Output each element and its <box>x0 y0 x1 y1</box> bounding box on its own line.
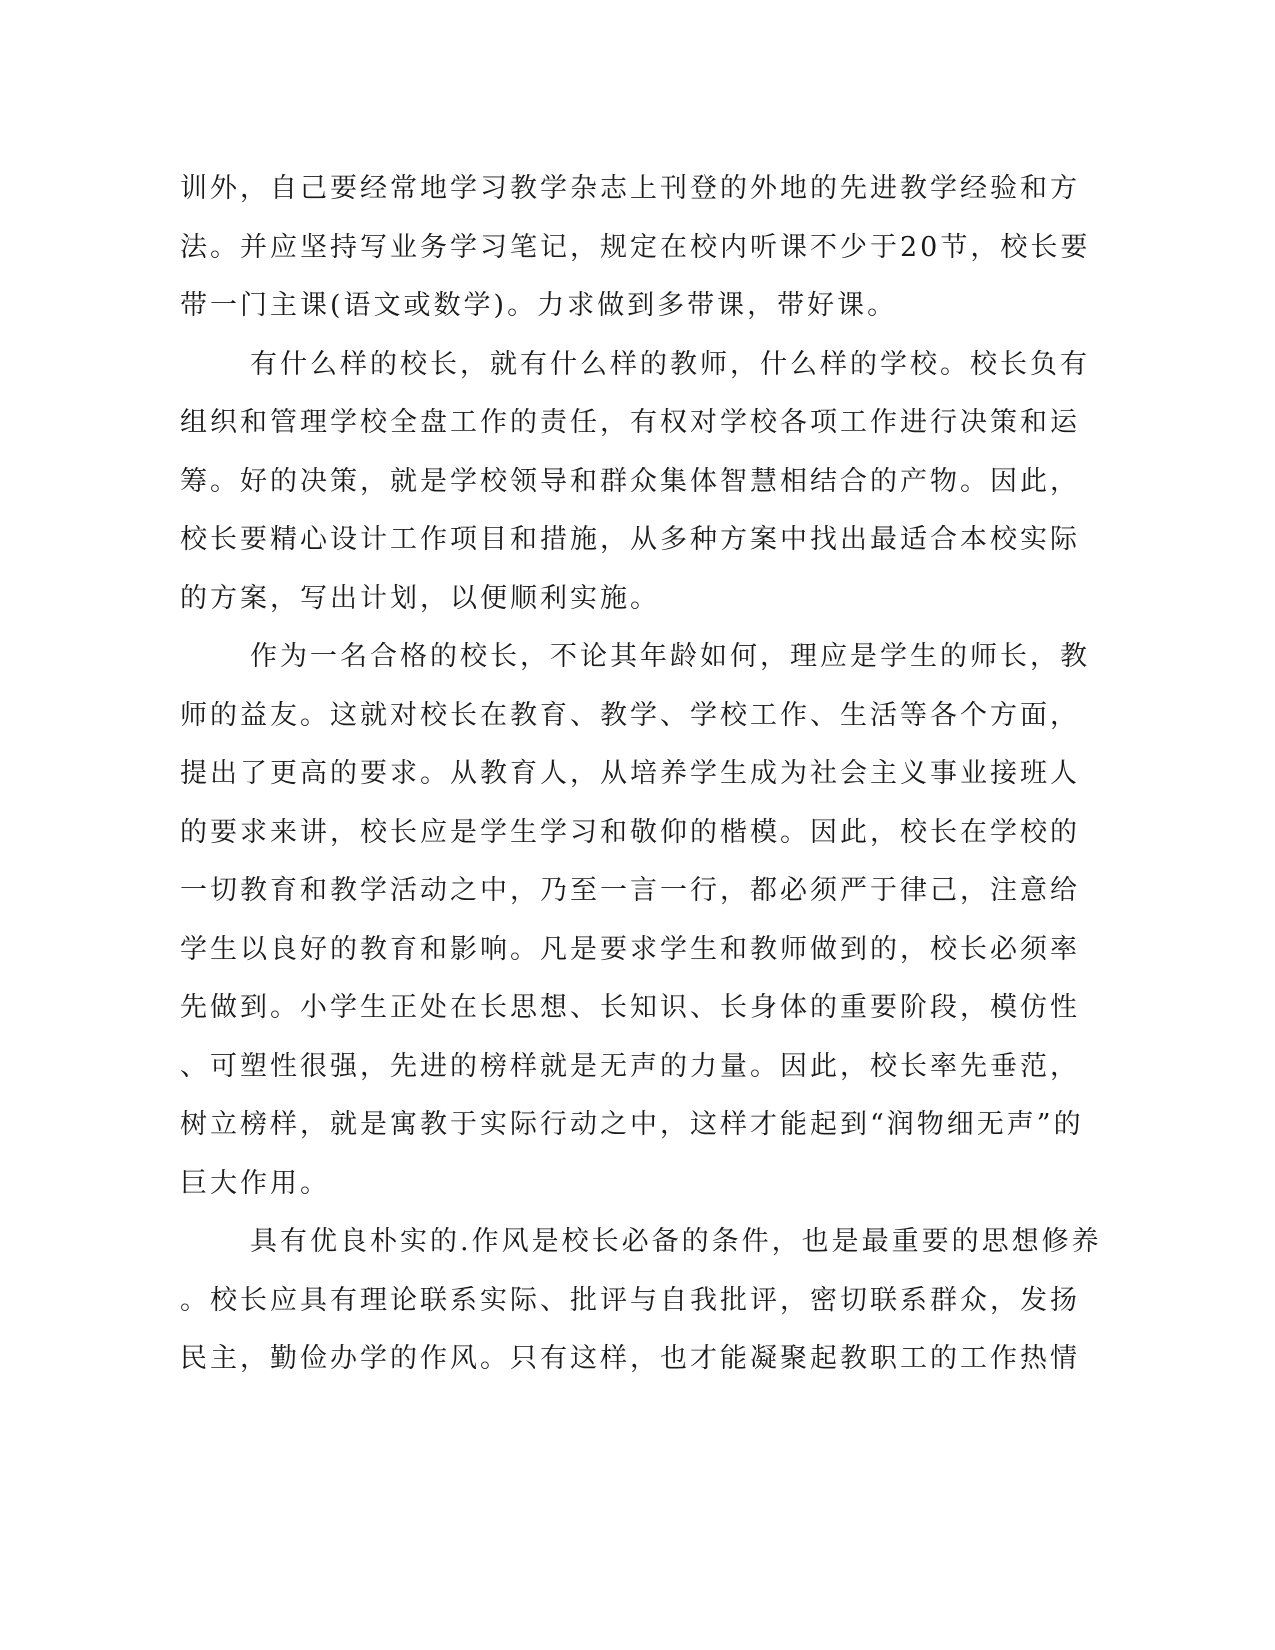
text-line: 学生以良好的教育和影响。凡是要求学生和教师做到的，校长必须率 <box>180 933 1080 965</box>
text-line: 提出了更高的要求。从教育人，从培养学生成为社会主义事业接班人 <box>180 758 1080 789</box>
text-line: 。校长应具有理论联系实际、批评与自我批评，密切联系群众，发扬 <box>180 1284 1080 1316</box>
text-line: 带一门主课(语文或数学)。力求做到多带课，带好课。 <box>180 290 898 321</box>
text-line: 的方案，写出计划，以便顺利实施。 <box>180 582 660 614</box>
body-text <box>180 160 1102 1389</box>
text-line: 的要求来讲，校长应是学生学习和敬仰的楷模。因此，校长在学校的 <box>180 816 1080 848</box>
text-line: 巨大作用。 <box>180 1167 330 1199</box>
text-line: 一切教育和教学活动之中，乃至一言一行，都必须严于律己，注意给 <box>180 875 1080 906</box>
text-line: 树立榜样，就是寓教于实际行动之中，这样才能起到“润物细无声”的 <box>180 1109 1084 1140</box>
text-line: 民主，勤俭办学的作风。只有这样，也才能凝聚起教职工的工作热情 <box>180 1343 1080 1374</box>
text-line: 先做到。小学生正处在长思想、长知识、长身体的重要阶段，模仿性 <box>180 992 1080 1023</box>
text-line: 组织和管理学校全盘工作的责任，有权对学校各项工作进行决策和运 <box>180 407 1080 438</box>
text-line: 师的益友。这就对校长在教育、教学、学校工作、生活等各个方面， <box>180 699 1080 731</box>
text-line: 法。并应坚持写业务学习笔记，规定在校内听课不少于20节，校长要 <box>180 231 1091 263</box>
text-line: 筹。好的决策，就是学校领导和群众集体智慧相结合的产物。因此， <box>180 465 1080 497</box>
paragraph-first-line: 有什么样的校长，就有什么样的教师，什么样的学校。校长负有 <box>250 348 1090 380</box>
text-line: 校长要精心设计工作项目和措施，从多种方案中找出最适合本校实际 <box>180 524 1080 555</box>
paragraph-first-line: 作为一名合格的校长，不论其年龄如何，理应是学生的师长，教 <box>250 641 1090 672</box>
text-line: 、可塑性很强，先进的榜样就是无声的力量。因此，校长率先垂范， <box>180 1050 1080 1082</box>
text-line: 训外，自己要经常地学习教学杂志上刊登的外地的先进教学经验和方 <box>180 173 1080 204</box>
paragraph-first-line: 具有优良朴实的.作风是校长必备的条件，也是最重要的思想修养 <box>250 1226 1102 1257</box>
